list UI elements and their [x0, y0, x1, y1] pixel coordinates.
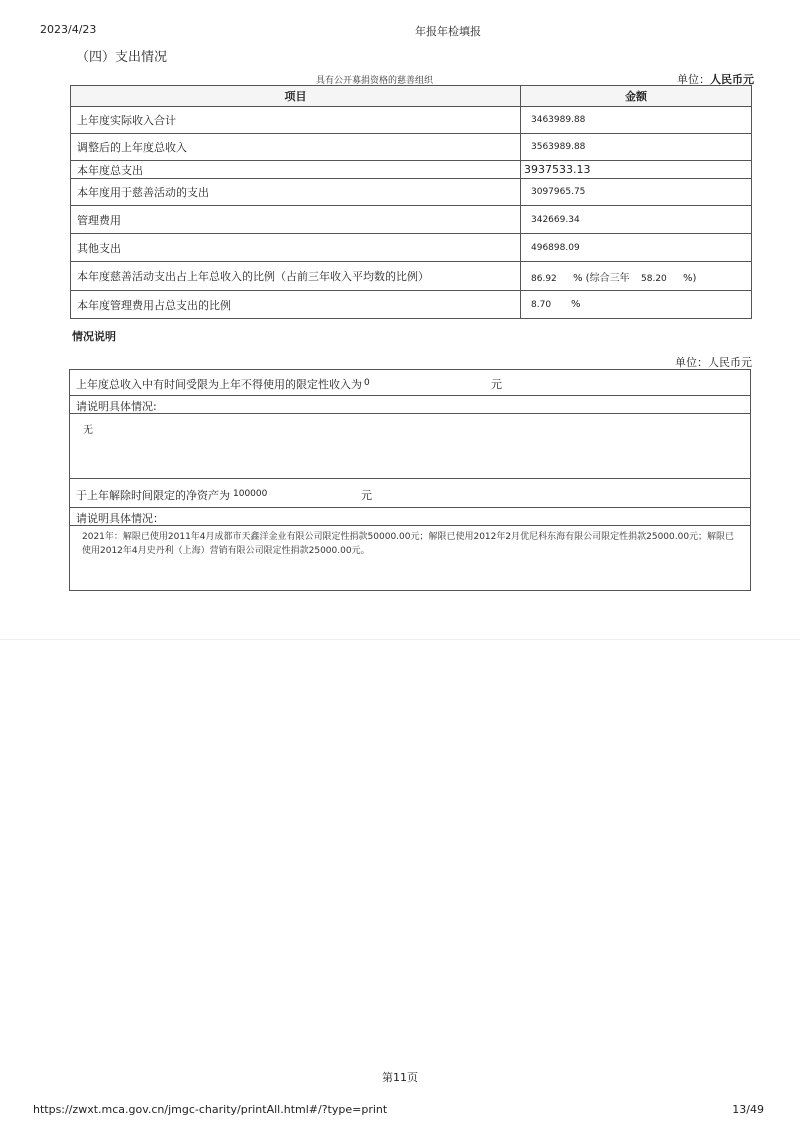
row-value: 3563989.88: [521, 134, 752, 161]
restricted-income-label: 上年度总收入中有时间受限为上年不得使用的限定性收入为: [76, 378, 362, 391]
restricted-income-value: 0: [364, 378, 370, 388]
table-row: [71, 161, 752, 179]
released-assets-currency: 元: [361, 489, 372, 502]
unit-label-explanation: 单位：人民币元: [675, 356, 752, 369]
detail-label-2: 请说明具体情况：: [76, 512, 164, 525]
page-url: https://zwxt.mca.gov.cn/jmgc-charity/printAll.html#/?type=print: [33, 1103, 388, 1116]
table-header-row: [71, 86, 752, 107]
column-header-item: 项目: [71, 86, 521, 107]
explanation-box: [69, 369, 751, 591]
detail-label-1: 请说明具体情况:: [76, 400, 157, 413]
explanation-title: 情况说明: [72, 330, 116, 343]
table-row: [71, 234, 752, 262]
unit-label-top: 单位：人民币元: [677, 73, 754, 86]
row-label: 本年度用于慈善活动的支出: [71, 179, 521, 206]
table-row-ratio: [71, 262, 752, 291]
row-value: 3463989.88: [521, 107, 752, 134]
row-value: 342669.34: [521, 206, 752, 234]
detail-text-2: 2021年：解限已使用2011年4月成都市天鑫洋金业有限公司限定性捐款50000.00元；解限已使用2012年2月优尼科东海有限公司限定性捐款25000.00元；解限已 使用2012年4月史丹利（上海）营销有限公司限定性捐款25000.00元。: [82, 532, 735, 556]
org-type-caption: 具有公开募捐资格的慈善组织: [316, 76, 434, 86]
row-label: 本年度管理费用占总支出的比例: [71, 291, 521, 319]
column-header-amount: 金额: [521, 86, 752, 107]
table-row: [71, 134, 752, 161]
released-assets-row: [70, 479, 750, 508]
row-value: 496898.09: [521, 234, 752, 262]
page-divider: [0, 639, 800, 640]
page-count: 13/49: [732, 1103, 764, 1116]
row-label: 上年度实际收入合计: [71, 107, 521, 134]
mgmt-ratio-pct: %: [571, 299, 581, 310]
released-assets-label: 于上年解除时间限定的净资产为: [76, 489, 230, 502]
row-label: 本年度总支出: [71, 161, 521, 179]
ratio-three-year-value: 58.20: [641, 273, 667, 284]
table-row-mgmt-ratio: [71, 291, 752, 319]
row-label: 管理费用: [71, 206, 521, 234]
table-row: [71, 179, 752, 206]
mgmt-ratio-value: 8.70: [531, 300, 552, 310]
detail-text-row-1: [70, 414, 750, 479]
row-label: 其他支出: [71, 234, 521, 262]
row-value: 3097965.75: [521, 179, 752, 206]
ratio-value: 86.92: [531, 273, 557, 284]
released-assets-value: 100000: [233, 489, 268, 499]
section-title: （四）支出情况: [76, 50, 168, 65]
detail-label-row-2: [70, 508, 750, 526]
restricted-income-currency: 元: [491, 378, 502, 391]
row-label: 调整后的上年度总收入: [71, 134, 521, 161]
ratio-cell: [521, 262, 752, 291]
mgmt-ratio-cell: [521, 291, 752, 319]
page-number: 第11页: [382, 1071, 418, 1084]
ratio-pct-end: %): [683, 272, 697, 284]
table-row: [71, 206, 752, 234]
row-label: 本年度慈善活动支出占上年总收入的比例（占前三年收入平均数的比例）: [71, 262, 521, 291]
expense-table: [70, 85, 752, 319]
row-value: 3937533.13: [521, 161, 752, 179]
restricted-income-row: [70, 370, 750, 396]
detail-text-1: 无: [83, 425, 93, 436]
ratio-pct-mid: % (综合三年: [573, 272, 630, 284]
print-date: 2023/4/23: [40, 23, 97, 36]
page-header-title: 年报年检填报: [415, 25, 481, 38]
table-row: [71, 107, 752, 134]
detail-label-row-1: [70, 395, 750, 414]
